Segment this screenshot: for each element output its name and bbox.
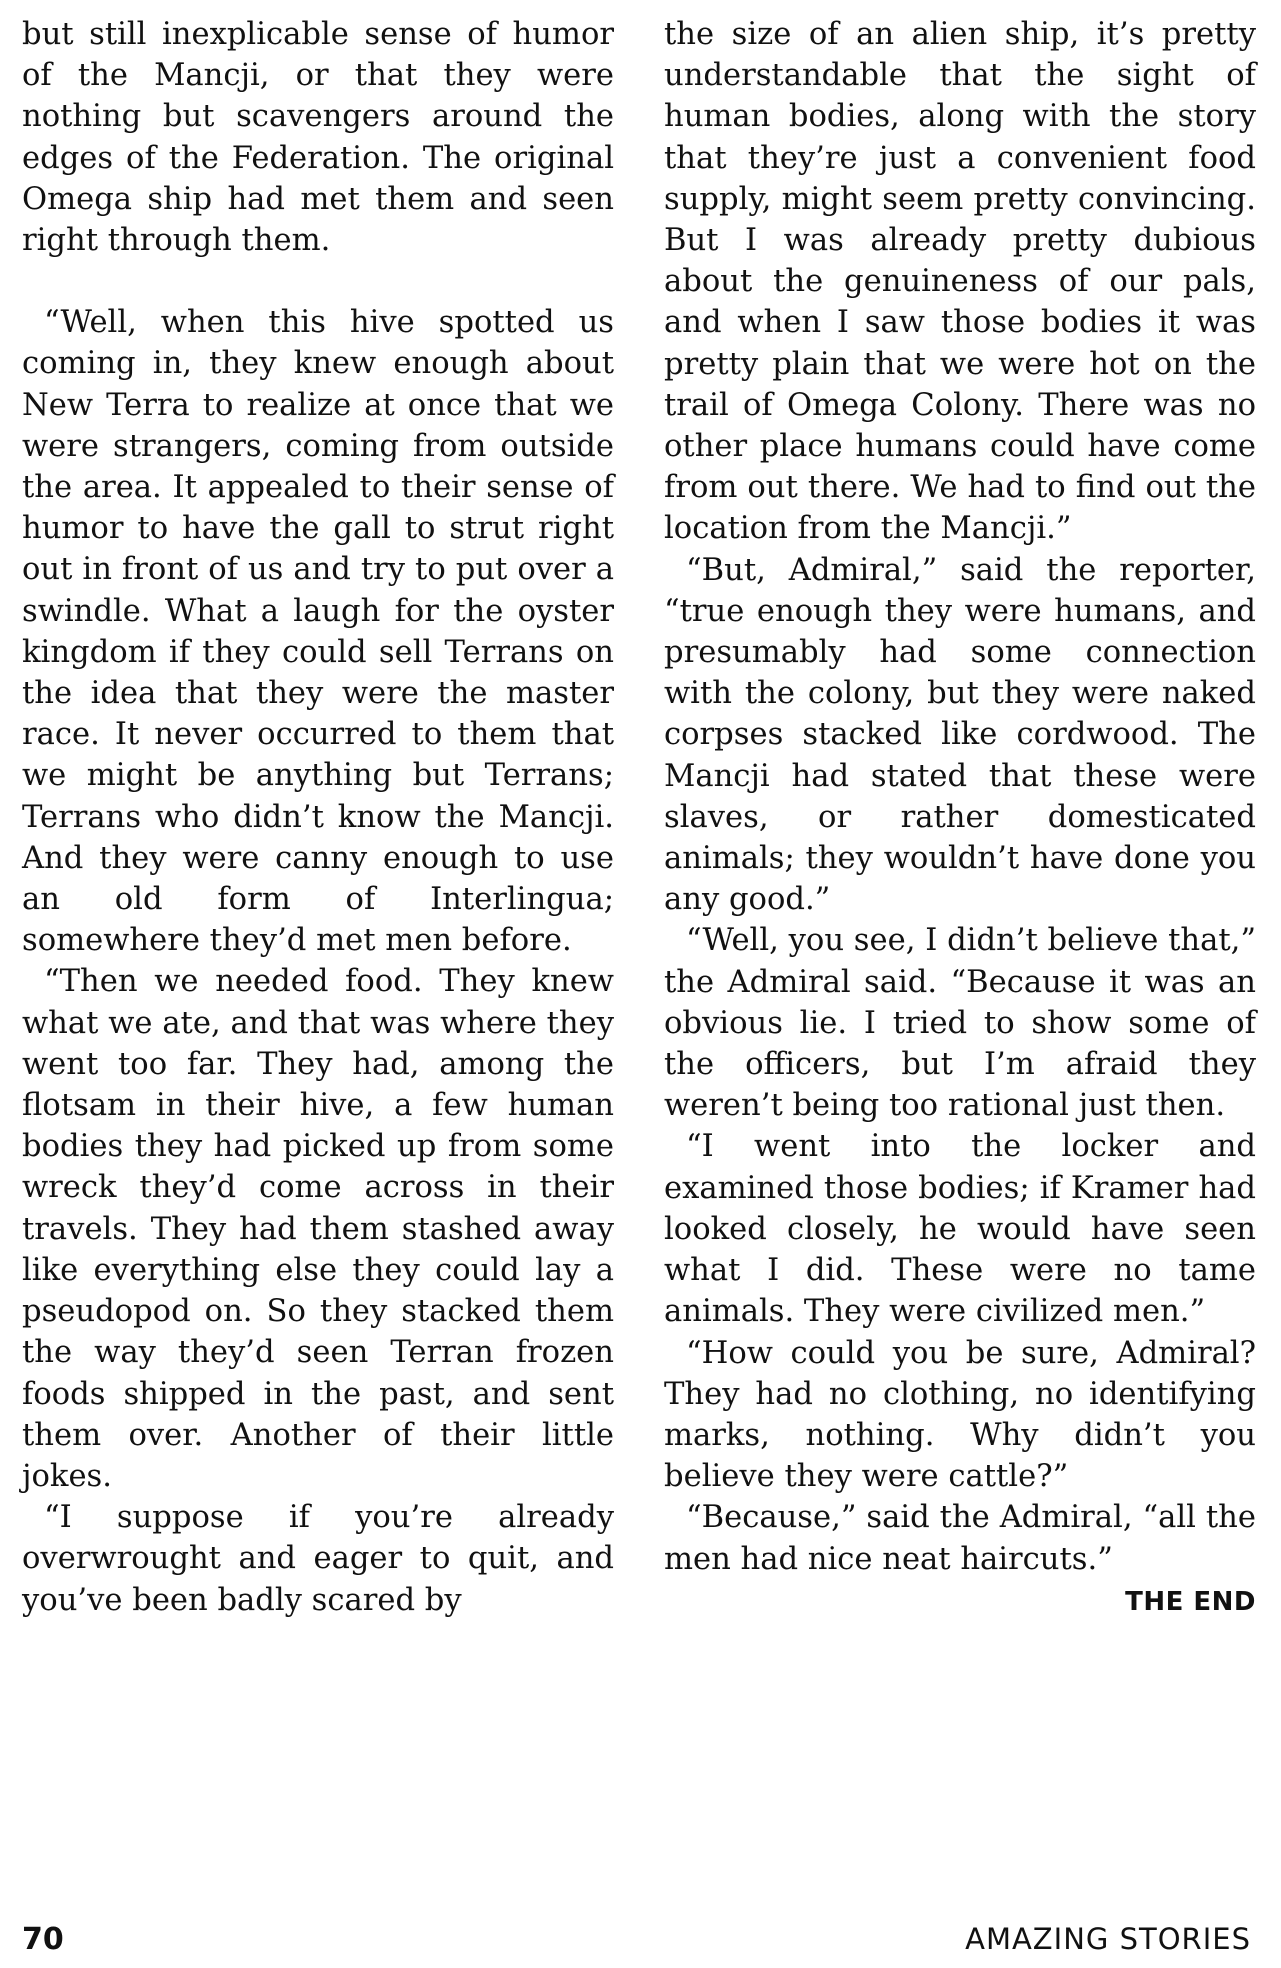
paragraph: “But, Admiral,” said the reporter, “true enough they were humans, and presumably had some connection with the colony, but they were naked corpses stacked like cordwood. The Mancji had stated that these were slaves, or rather domesticated animals; they wouldn’t have done you any good.” — [664, 552, 1256, 918]
paragraph: “I suppose if you’re already overwrought and eager to quit, and you’ve been badly scared by — [22, 1500, 614, 1618]
paragraph: the size of an alien ship, it’s pretty understandable that the sight of human bodies, along with the story that they’re just a convenient food supply, might seem pretty convincing. But I was already pretty dubious about the genuineness of our pals, and when I saw those bodies it was pretty plain that we were hot on the trail of Omega Colony. There was no other place humans could have come from out there. We had to find out the location from the Mancji.” — [664, 17, 1256, 547]
paragraph: “How could you be sure, Admiral? They had no clothing, no identifying marks, nothing. Why didn’t you believe they were cattle?” — [664, 1335, 1256, 1495]
paragraph-last — [664, 1497, 1256, 1617]
right-column — [664, 14, 1256, 1623]
paragraph: “Then we needed food. They knew what we ate, and that was where they went too far. They had, among the flotsam in their hive, a few human bodies they had picked up from some wreck they’d come across in their travels. They had them stashed away like everything else they could lay a pseudopod on. So they stacked them the way they’d seen Terran frozen foods shipped in the past, and sent them over. Another of their little jokes. — [22, 964, 614, 1494]
paragraph: but still inexplicable sense of humor of the Mancji, or that they were nothing but scavengers around the edges of the Federation. The original Omega ship had met them and seen right through them. — [22, 17, 614, 259]
left-column — [22, 14, 614, 1621]
paragraph: “I went into the locker and examined those bodies; if Kramer had looked closely, he would have seen what I did. These were no tame animals. They were civilized men.” — [664, 1129, 1256, 1330]
page-number: 70 — [22, 1922, 64, 1957]
magazine-name: AMAZING STORIES — [965, 1922, 1251, 1956]
paragraph: “Well, when this hive spotted us coming in, they knew enough about New Terra to realize at once that we were strangers, coming from outside the area. It appealed to their sense of humor to have the gall to strut right out in front of us and try to put over a swindle. What a laugh for the oyster kingdom if they could sell Terrans on the idea that they were the master race. It never occurred to them that we might be anything but Terrans; Terrans who didn’t know the Mancji. And they were canny enough to use an old form of Interlingua; somewhere they’d met men before. — [22, 305, 614, 959]
paragraph: “Well, you see, I didn’t believe that,” the Admiral said. “Because it was an obvious lie. I tried to show some of the officers, but I’m afraid they weren’t being too rational just then. — [664, 923, 1256, 1124]
last-paragraph-text: “Because,” said the Admiral, “all the men had nice neat haircuts.” — [664, 1500, 1256, 1577]
page-footer — [22, 1922, 1251, 1962]
the-end-marker: THE END — [1125, 1586, 1256, 1617]
